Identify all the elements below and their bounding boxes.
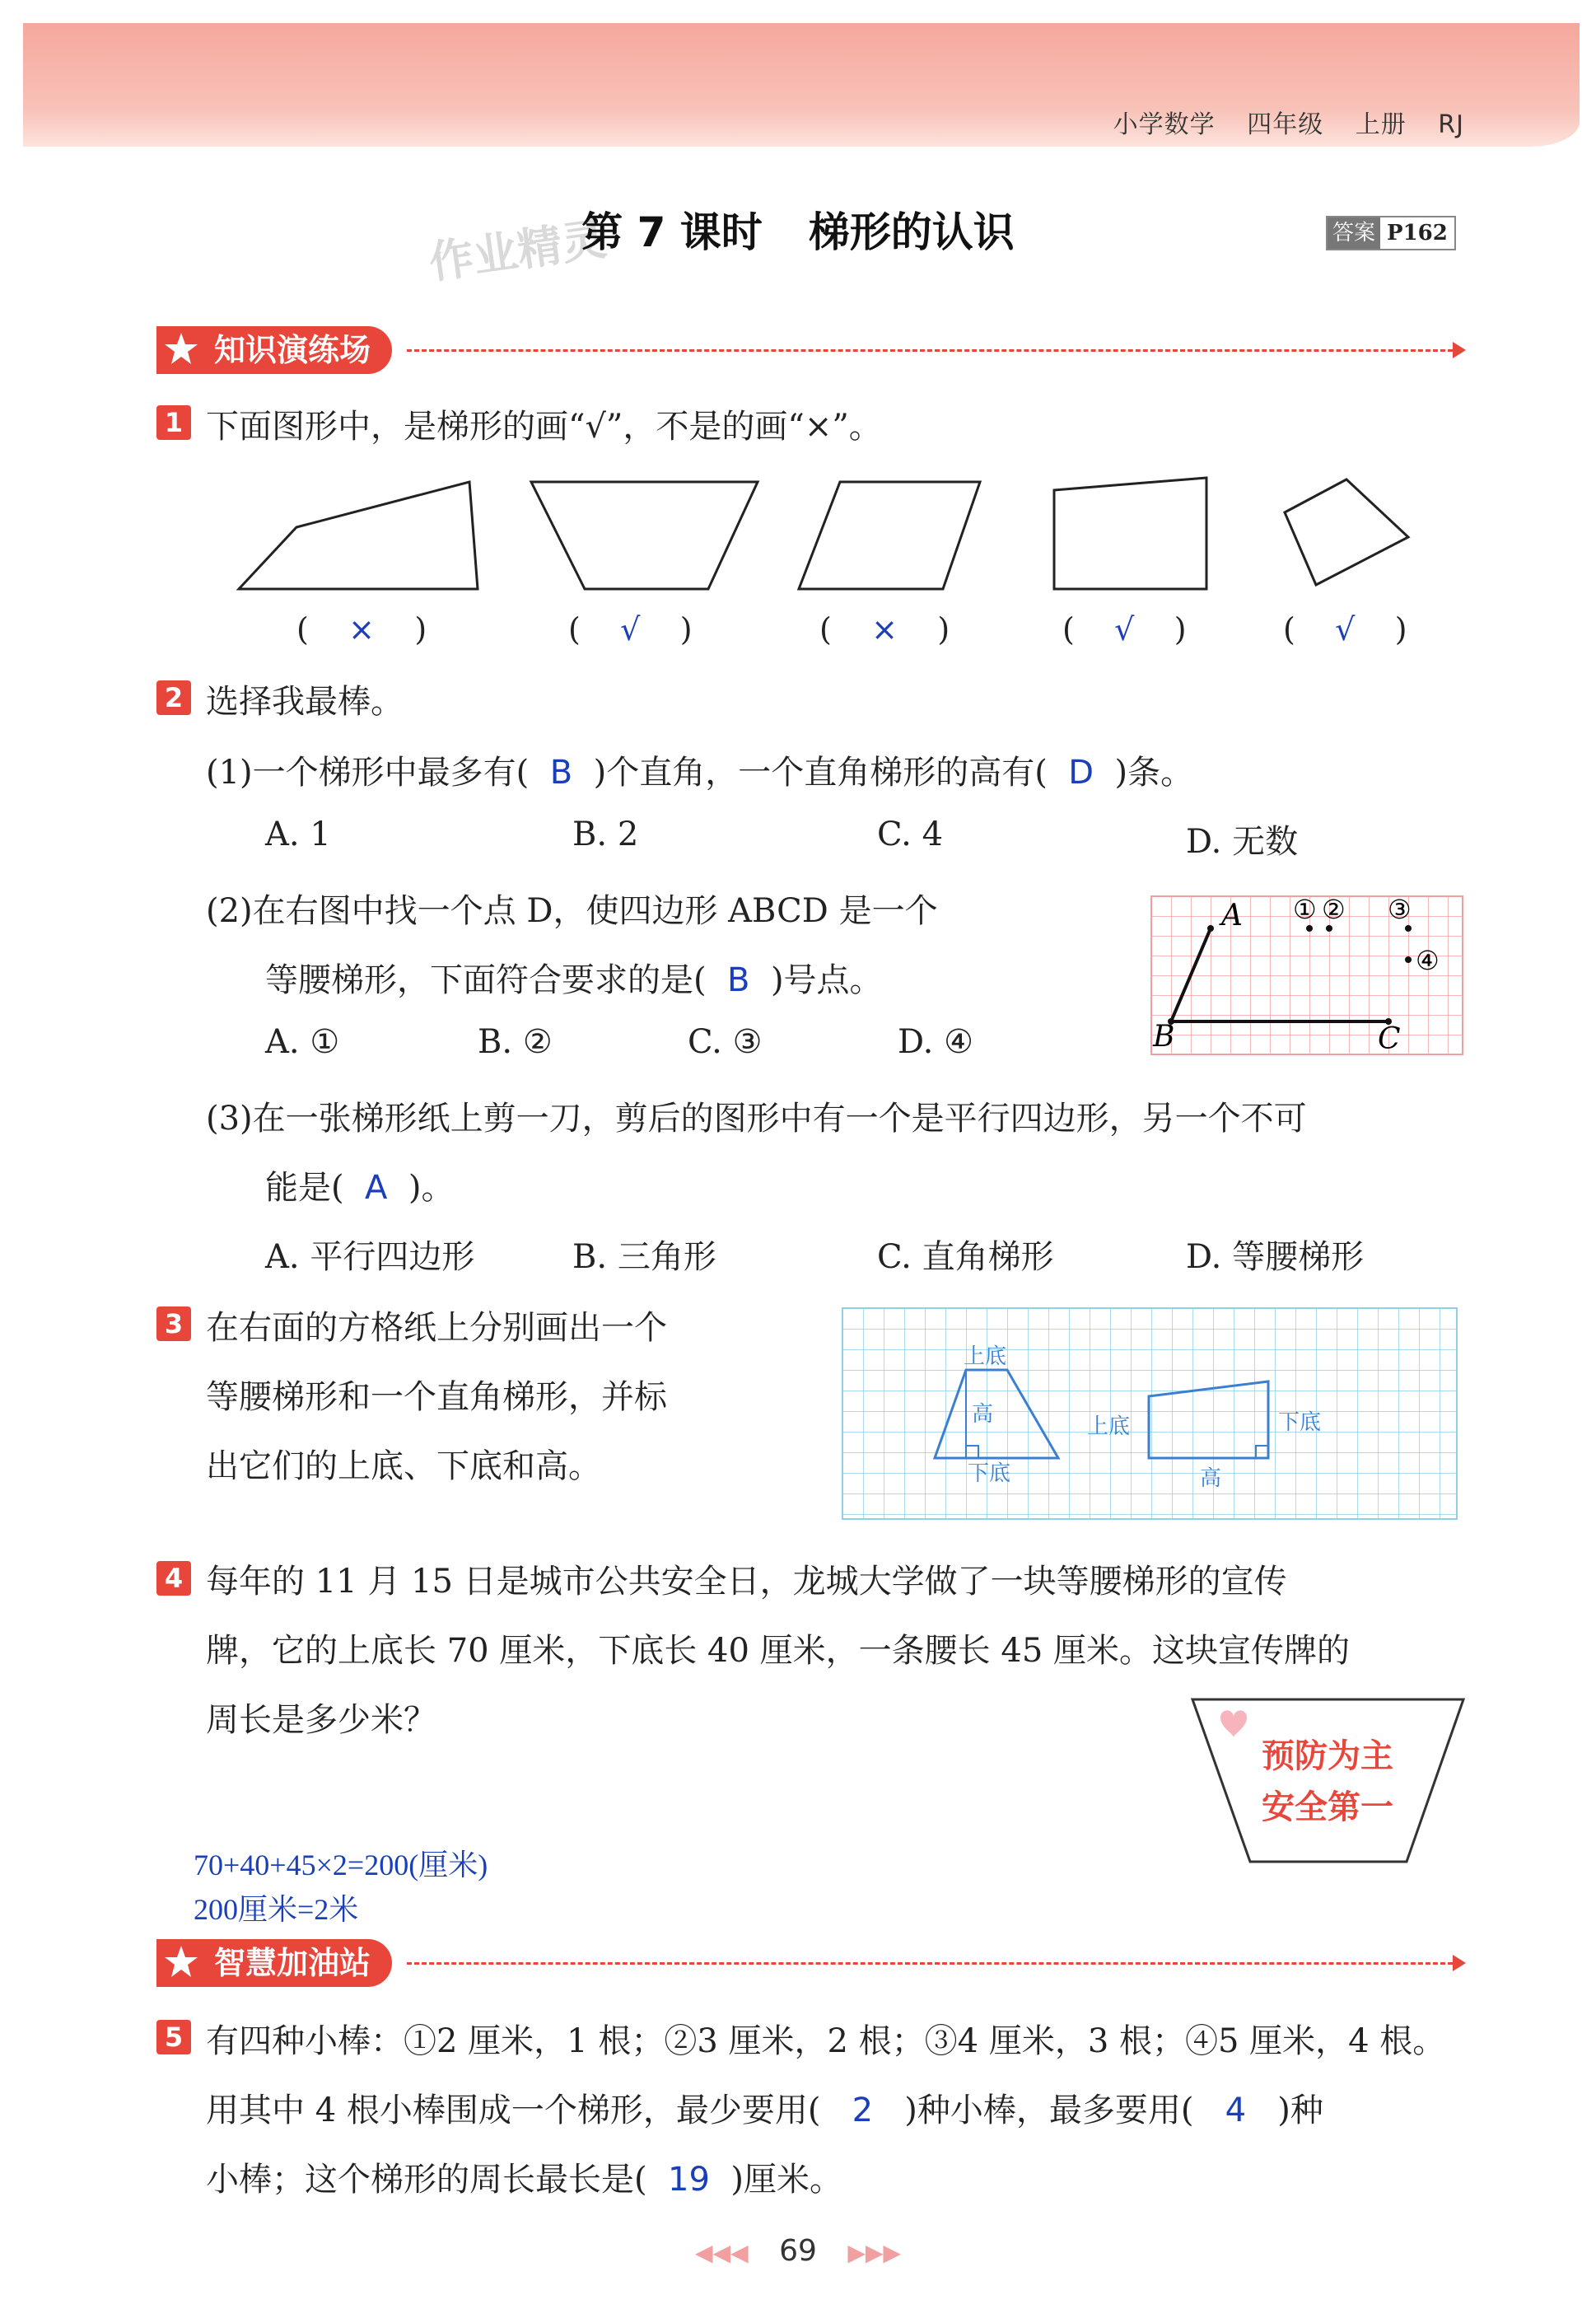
safety-sign	[1186, 1693, 1470, 1870]
question-number-3: 3	[156, 1306, 191, 1341]
q2-part1: (1)一个梯形中最多有( B )个直角，一个直角梯形的高有( D )条。	[206, 754, 1194, 792]
q2-part3-line2: 能是( A )。	[265, 1169, 455, 1207]
q3-grid-figure	[840, 1306, 1459, 1521]
q4-work-line-2: 200厘米=2米	[194, 1893, 359, 1926]
answer-slot-2: ( √ )	[568, 611, 693, 647]
shape-1	[239, 482, 478, 589]
q2-p3-option-c: C. 直角梯形	[877, 1238, 1054, 1276]
q2-p1-option-a: A. 1	[265, 816, 331, 853]
arrow-icon	[1453, 342, 1466, 358]
q2-p3-option-b: B. 三角形	[572, 1238, 716, 1276]
label-height-2: 高	[1200, 1466, 1222, 1491]
q4-work-clip	[194, 1886, 359, 1926]
q4-line-3: 周长是多少米？	[206, 1701, 436, 1739]
q2-p3-option-d: D. 等腰梯形	[1186, 1238, 1365, 1276]
prev-arrows-icon: ◀◀◀	[695, 2239, 749, 2266]
lesson-topic: 梯形的认识	[808, 208, 1015, 256]
volume: 上册	[1355, 110, 1407, 139]
shape-4	[1054, 478, 1206, 589]
shape-2	[531, 482, 758, 589]
q3-line-3: 出它们的上底、下底和高。	[206, 1447, 601, 1485]
label-bottom-base-1: 下底	[968, 1461, 1011, 1486]
question-number-1: 1	[156, 405, 191, 440]
lesson-number: 第 7 课时	[581, 208, 763, 256]
q2-part3-line1: (3)在一张梯形纸上剪一刀，剪后的图形中有一个是平行四边形，另一个不可	[206, 1100, 1307, 1138]
shape-3	[799, 482, 980, 589]
question-number-2: 2	[156, 680, 191, 715]
q5-line-1: 有四种小棒：①2 厘米，1 根；②3 厘米，2 根；③4 厘米，3 根；④5 厘米，4 根。	[206, 2022, 1446, 2060]
answer-page: P162	[1387, 221, 1448, 245]
q2-p2-option-b: B. ②	[478, 1023, 553, 1061]
point-3-label: ③	[1388, 894, 1412, 925]
q2-p3-option-a: A. 平行四边形	[265, 1238, 475, 1276]
q2-p2-option-c: C. ③	[688, 1023, 763, 1061]
point-c-label: C	[1378, 1022, 1401, 1056]
arrow-icon	[1453, 1955, 1466, 1971]
q5-line-3: 小棒；这个梯形的周长最长是( 19 )厘米。	[206, 2161, 842, 2199]
watermark: 作业精灵	[426, 213, 609, 289]
edition: RJ	[1438, 110, 1464, 139]
question-number-5: 5	[156, 2020, 191, 2054]
q2-p1-option-c: C. 4	[877, 816, 944, 853]
q4-line-2: 牌，它的上底长 70 厘米，下底长 40 厘米，一条腰长 45 厘米。这块宣传牌的	[206, 1632, 1350, 1670]
q4-work-line-1: 70+40+45×2=200(厘米)	[194, 1849, 488, 1881]
q2-grid-figure	[1149, 894, 1466, 1059]
q2-p1-option-b: B. 2	[572, 816, 639, 853]
point-4-label: ④	[1416, 945, 1440, 976]
question-number-4: 4	[156, 1561, 191, 1596]
next-arrows-icon: ▶▶▶	[847, 2239, 901, 2266]
q2-p1-option-d: D. 无数	[1186, 823, 1299, 861]
star-runner-icon	[160, 330, 203, 371]
label-top-base-1: 上底	[964, 1344, 1007, 1369]
point-a-label: A	[1221, 899, 1243, 932]
q2-part2-line2: 等腰梯形，下面符合要求的是( B )号点。	[265, 961, 883, 999]
section-header-2	[156, 1937, 1466, 1989]
answer-slot-5: ( √ )	[1283, 611, 1407, 647]
answer-slot-3: ( × )	[819, 611, 950, 647]
subject: 小学数学	[1113, 110, 1216, 139]
question-1-text: 下面图形中，是梯形的画“√”，不是的画“×”。	[206, 408, 882, 446]
sign-line-1: 预防为主	[1262, 1737, 1393, 1775]
section-header-1	[156, 325, 1466, 376]
page-number-bar	[0, 2234, 1596, 2268]
page-number: 69	[779, 2234, 817, 2268]
section-title-2: 智慧加油站	[214, 1945, 371, 1981]
star-runner-icon	[160, 1942, 203, 1984]
q2-part2-line1: (2)在右图中找一个点 D，使四边形 ABCD 是一个	[206, 892, 938, 930]
grade: 四年级	[1247, 110, 1324, 139]
answer-slot-4: ( √ )	[1062, 611, 1187, 647]
point-1-label: ①	[1293, 894, 1317, 925]
answer-slot-1: ( × )	[296, 611, 427, 647]
label-height-1: 高	[972, 1402, 994, 1427]
label-bottom-base-2: 下底	[1278, 1410, 1322, 1435]
shape-5	[1285, 479, 1408, 585]
point-2-label: ②	[1322, 894, 1346, 925]
q5-line-2: 用其中 4 根小棒围成一个梯形，最少要用( 2 )种小棒，最多要用( 4 )种	[206, 2092, 1323, 2129]
book-info	[1090, 104, 1464, 140]
label-top-base-2: 上底	[1087, 1414, 1131, 1439]
q4-line-1: 每年的 11 月 15 日是城市公共安全日，龙城大学做了一块等腰梯形的宣传	[206, 1563, 1287, 1601]
q2-p2-option-a: A. ①	[265, 1023, 340, 1061]
q3-line-1: 在右面的方格纸上分别画出一个	[206, 1309, 667, 1347]
answer-label: 答案	[1328, 217, 1380, 249]
sign-line-2: 安全第一	[1262, 1788, 1393, 1826]
q2-p2-option-d: D. ④	[898, 1023, 973, 1061]
answer-page-tag	[1326, 216, 1456, 250]
point-b-label: B	[1153, 1020, 1175, 1054]
question-2-text: 选择我最棒。	[206, 683, 404, 721]
section-title-1: 知识演练场	[214, 332, 371, 368]
q1-shapes	[231, 470, 1433, 601]
q3-line-2: 等腰梯形和一个直角梯形，并标	[206, 1378, 667, 1416]
